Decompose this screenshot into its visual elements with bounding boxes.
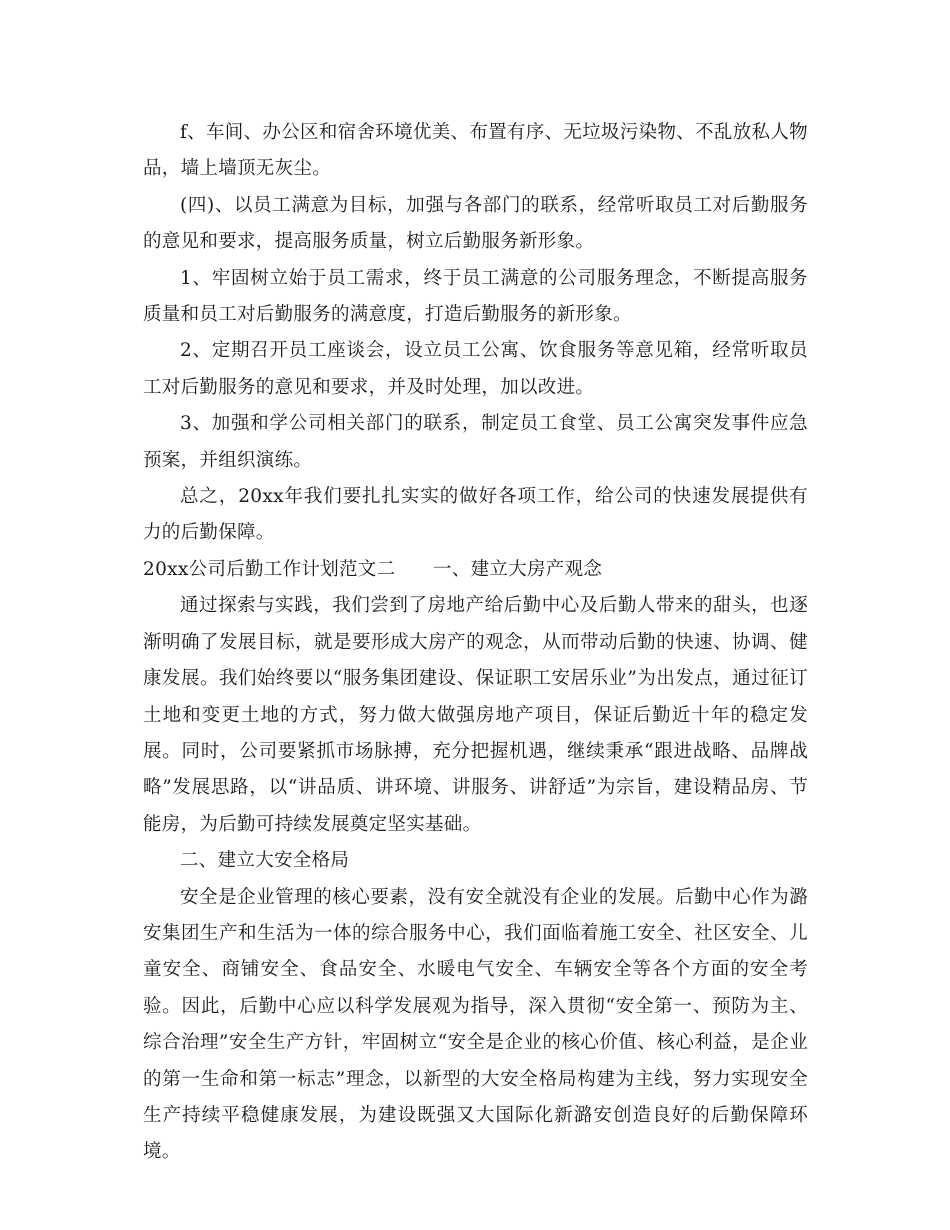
paragraph-item-2: 2、定期召开员工座谈会，设立员工公寓、饮食服务等意见箱，经常听取员工对后勤服务的意见和要求，并及时处理，加以改进。 xyxy=(143,340,808,398)
paragraph-summary: 总之，20xx年我们要扎扎实实的做好各项工作，给公司的快速发展提供有力的后勤保障。 xyxy=(143,486,808,544)
paragraph-item-1: 1、牢固树立始于员工需求，终于员工满意的公司服务理念，不断提高服务质量和员工对后勤服务的满意度，打造后勤服务的新形象。 xyxy=(143,267,808,326)
paragraph-real-estate: 通过探索与实践，我们尝到了房地产给后勤中心及后勤人带来的甜头，也逐渐明确了发展目标，就是要形成大房产的观念，从而带动后勤的快速、协调、健康发展。我们始终要以“服务集团建设、保证职工安居乐业”为出发点，通过征订土地和变更土地的方式，努力做大做强房地产项目，保证后勤近十年的稳定发展。同时，公司要紧抓市场脉搏，充分把握机遇，继续秉承“跟进战略、品牌战略”发展思路，以“讲品质、讲环境、讲服务、讲舒适”为宗旨，建设精品房、节能房，为后勤可持续发展奠定坚实基础。 xyxy=(143,595,808,835)
paragraph-item-3: 3、加强和学公司相关部门的联系，制定员工食堂、员工公寓突发事件应急预案，并组织演练。 xyxy=(143,413,808,471)
document-body xyxy=(143,115,808,1171)
paragraph-safety: 安全是企业管理的核心要素，没有安全就没有企业的发展。后勤中心作为潞安集团生产和生活为一体的综合服务中心，我们面临着施工安全、社区安全、儿童安全、商铺安全、食品安全、水暖电气安全、车辆安全等各个方面的安全考验。因此，后勤中心应以科学发展观为指导，深入贯彻“安全第一、预防为主、综合治理”安全生产方针，牢固树立“安全是企业的核心价值、核心利益，是企业的第一生命和第一标志”理念，以新型的大安全格局构建为主线，努力实现安全生产持续平稳健康发展，为建设既强又大国际化新潞安创造良好的后勤保障环境。 xyxy=(143,886,808,1163)
section-heading-safety: 二、建立大安全格局 xyxy=(180,850,350,872)
paragraph-section-four: (四)、以员工满意为目标，加强与各部门的联系，经常听取员工对后勤服务的意见和要求，提高服务质量，树立后勤服务新形象。 xyxy=(143,194,808,253)
paragraph-f-environment: f、车间、办公区和宿舍环境优美、布置有序、无垃圾污染物、不乱放私人物品，墙上墙顶无灰尘。 xyxy=(143,122,808,180)
section-heading-sample-two: 20xx公司后勤工作计划范文二 一、建立大房产观念 xyxy=(143,558,603,580)
